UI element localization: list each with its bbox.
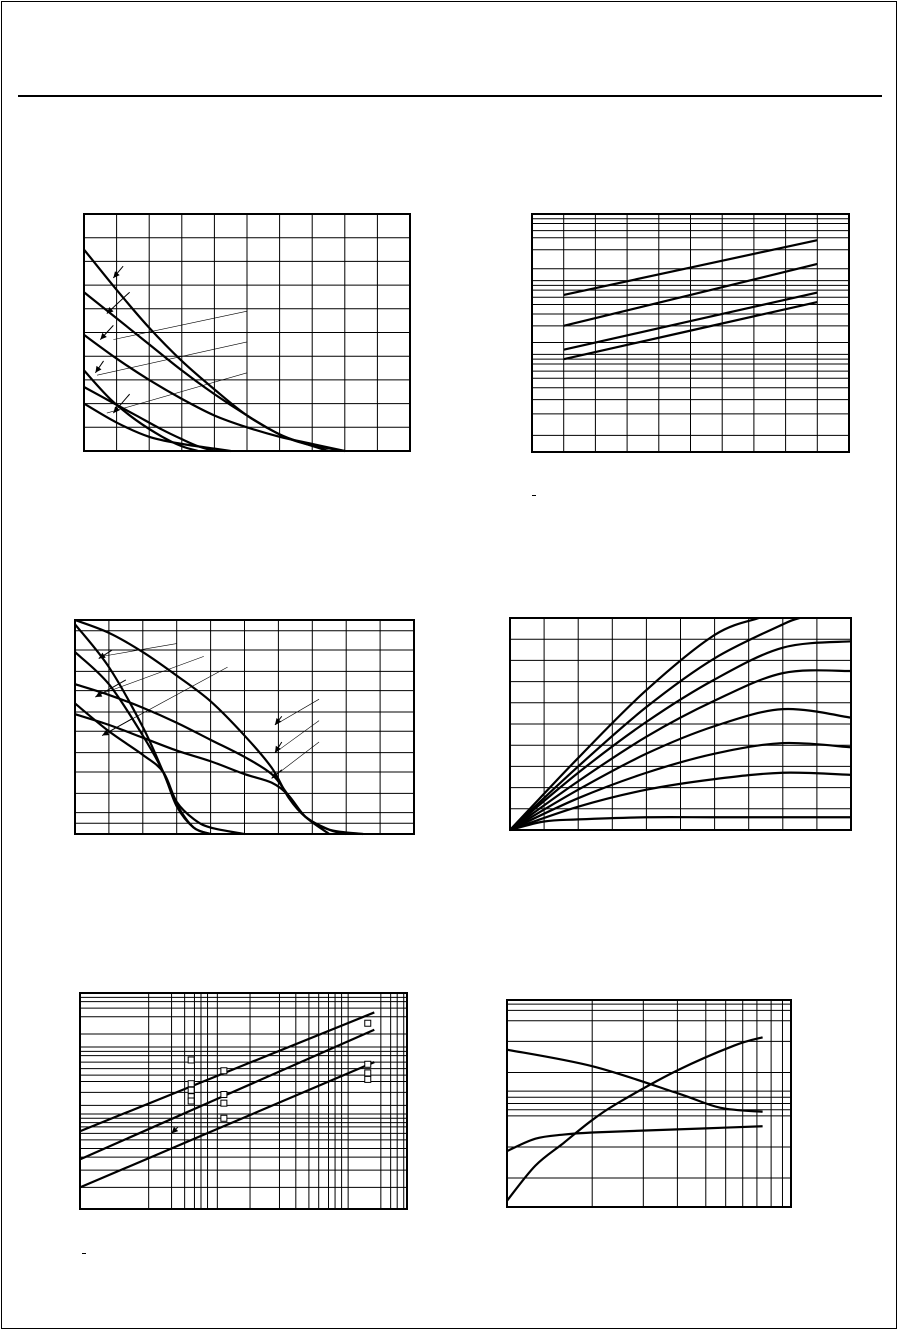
figure-4 bbox=[510, 618, 851, 830]
data-marker-6 bbox=[188, 1081, 194, 1087]
data-marker-12 bbox=[221, 1115, 227, 1121]
figure-6 bbox=[507, 1000, 791, 1207]
grid-lines bbox=[80, 993, 407, 1209]
grid-lines bbox=[510, 618, 851, 830]
series-line-0 bbox=[507, 1050, 763, 1112]
figure-5-plot bbox=[80, 993, 407, 1209]
data-marker-2 bbox=[365, 1020, 371, 1026]
annotations bbox=[95, 266, 247, 413]
plot-frame bbox=[80, 993, 407, 1209]
figure-2-footnote-mark bbox=[532, 495, 536, 496]
leader-line-7 bbox=[107, 373, 247, 413]
series-line-1 bbox=[507, 1037, 763, 1201]
grid-lines bbox=[507, 1000, 791, 1207]
annotations bbox=[172, 1127, 179, 1134]
figure-5 bbox=[80, 993, 407, 1209]
annotations bbox=[95, 644, 319, 779]
figure-4-plot bbox=[510, 618, 851, 830]
figure-6-plot bbox=[507, 1000, 791, 1207]
data-marker-1 bbox=[221, 1068, 227, 1074]
data-marker-3 bbox=[365, 1061, 371, 1067]
figure-3 bbox=[75, 620, 414, 834]
figure-3-plot bbox=[75, 620, 414, 834]
series-line-2 bbox=[80, 1062, 374, 1187]
leader-line-6 bbox=[97, 342, 247, 375]
series-line-2 bbox=[75, 714, 329, 834]
figure-2 bbox=[532, 214, 849, 452]
figure-1-plot bbox=[84, 214, 410, 451]
data-marker-0 bbox=[188, 1057, 194, 1063]
header-rule bbox=[18, 95, 882, 97]
grid-lines bbox=[532, 214, 849, 452]
data-marker-7 bbox=[188, 1087, 194, 1093]
data-marker-9 bbox=[188, 1098, 194, 1104]
figure-1 bbox=[84, 214, 410, 451]
data-marker-11 bbox=[221, 1100, 227, 1106]
series-group bbox=[507, 1037, 763, 1201]
data-marker-4 bbox=[365, 1070, 371, 1076]
arrow-head-3 bbox=[95, 366, 101, 373]
data-marker-10 bbox=[221, 1092, 227, 1098]
figure-5-footnote-mark bbox=[82, 1253, 86, 1254]
data-marker-5 bbox=[365, 1076, 371, 1082]
figure-2-plot bbox=[532, 214, 849, 452]
leader-line-5 bbox=[113, 311, 247, 339]
